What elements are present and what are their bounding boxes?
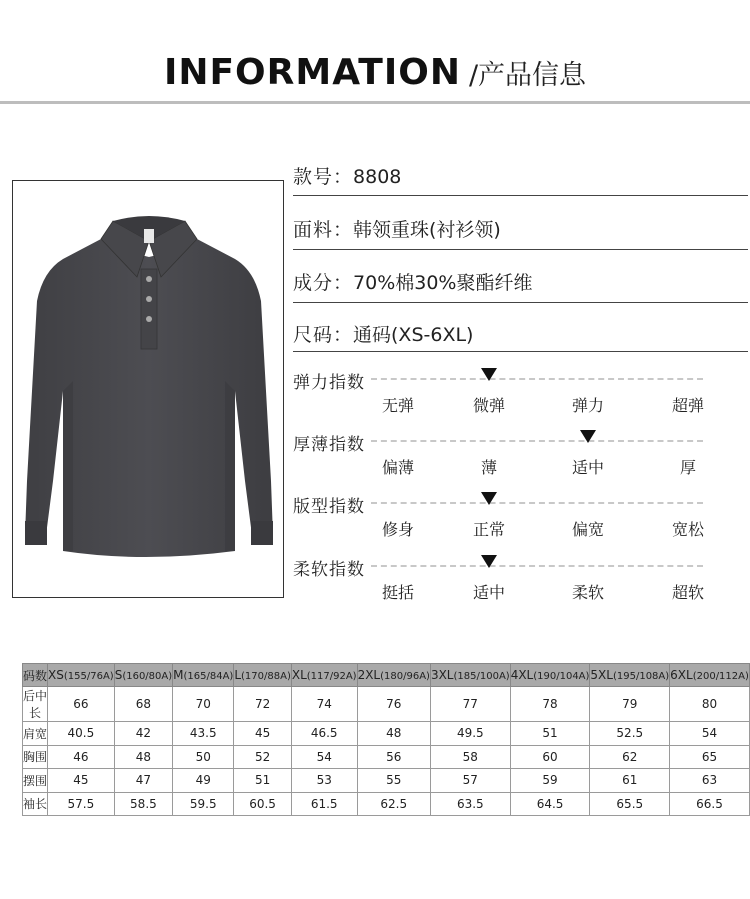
index-option: 偏宽 xyxy=(571,520,604,539)
measurement-value: 62.5 xyxy=(357,792,430,816)
measurement-value: 79 xyxy=(590,687,670,722)
measurement-value: 60 xyxy=(510,745,590,769)
table-row xyxy=(23,792,750,816)
measurement-label: 肩宽 xyxy=(23,722,48,746)
size-chart xyxy=(22,663,750,816)
size-header-cell: XL(117/92A) xyxy=(291,664,357,687)
index-label: 柔软指数 xyxy=(293,560,365,580)
measurement-value: 68 xyxy=(114,687,172,722)
size-header-cell: L(170/88A) xyxy=(234,664,292,687)
measurement-value: 60.5 xyxy=(234,792,292,816)
measurement-value: 63.5 xyxy=(430,792,510,816)
index-marker-icon xyxy=(481,368,497,381)
product-photo xyxy=(12,180,284,598)
index-option: 微弹 xyxy=(472,396,505,415)
spec-divider xyxy=(293,195,748,196)
measurement-value: 52 xyxy=(234,745,292,769)
page-header xyxy=(0,52,750,93)
measurement-value: 65.5 xyxy=(590,792,670,816)
index-option: 偏薄 xyxy=(381,458,414,477)
measurement-label: 摆围 xyxy=(23,769,48,793)
table-row xyxy=(23,722,750,746)
measurement-value: 45 xyxy=(48,769,115,793)
polo-shirt-icon xyxy=(13,181,284,598)
index-scale-line xyxy=(371,440,703,442)
index-scale-line xyxy=(371,565,703,567)
measurement-value: 43.5 xyxy=(173,722,234,746)
title-chinese: /产品信息 xyxy=(468,60,587,91)
spec-divider xyxy=(293,302,748,303)
measurement-value: 61 xyxy=(590,769,670,793)
measurement-value: 46.5 xyxy=(291,722,357,746)
measurement-value: 59.5 xyxy=(173,792,234,816)
measurement-value: 77 xyxy=(430,687,510,722)
spec-style-number: 款号：8808 xyxy=(293,166,402,188)
measurement-value: 42 xyxy=(114,722,172,746)
index-option: 适中 xyxy=(571,458,604,477)
measurement-value: 61.5 xyxy=(291,792,357,816)
measurement-value: 63 xyxy=(670,769,750,793)
spec-divider xyxy=(293,249,748,250)
header-divider xyxy=(0,101,750,104)
size-header-cell: 3XL(185/100A) xyxy=(430,664,510,687)
index-option: 宽松 xyxy=(671,520,704,539)
measurement-value: 40.5 xyxy=(48,722,115,746)
table-row xyxy=(23,687,750,722)
index-label: 版型指数 xyxy=(293,497,365,517)
measurement-value: 48 xyxy=(357,722,430,746)
size-header-cell: 2XL(180/96A) xyxy=(357,664,430,687)
size-header-cell: XS(155/76A) xyxy=(48,664,115,687)
measurement-value: 58 xyxy=(430,745,510,769)
index-option: 适中 xyxy=(472,583,505,602)
size-header-cell: 5XL(195/108A) xyxy=(590,664,670,687)
index-option: 柔软 xyxy=(571,583,604,602)
index-marker-icon xyxy=(481,555,497,568)
measurement-value: 45 xyxy=(234,722,292,746)
measurement-value: 54 xyxy=(291,745,357,769)
measurement-value: 59 xyxy=(510,769,590,793)
index-marker-icon xyxy=(481,492,497,505)
spec-composition: 成分：70%棉30%聚酯纤维 xyxy=(293,272,533,294)
size-header-cell: 4XL(190/104A) xyxy=(510,664,590,687)
index-scale-line xyxy=(371,378,703,380)
measurement-value: 62 xyxy=(590,745,670,769)
index-option: 无弹 xyxy=(381,396,414,415)
size-header-cell: 6XL(200/112A) xyxy=(670,664,750,687)
index-scale-line xyxy=(371,502,703,504)
measurement-value: 65 xyxy=(670,745,750,769)
measurement-value: 57.5 xyxy=(48,792,115,816)
index-option: 厚 xyxy=(679,458,696,477)
index-option: 修身 xyxy=(381,520,414,539)
measurement-value: 51 xyxy=(234,769,292,793)
measurement-value: 51 xyxy=(510,722,590,746)
measurement-value: 50 xyxy=(173,745,234,769)
measurement-value: 53 xyxy=(291,769,357,793)
index-option: 挺括 xyxy=(381,583,414,602)
measurement-value: 66.5 xyxy=(670,792,750,816)
measurement-value: 64.5 xyxy=(510,792,590,816)
index-option: 超弹 xyxy=(671,396,704,415)
measurement-label: 后中长 xyxy=(23,687,48,722)
size-header-cell: M(165/84A) xyxy=(173,664,234,687)
spec-divider xyxy=(293,351,748,352)
title-english: INFORMATION xyxy=(163,52,461,93)
measurement-value: 56 xyxy=(357,745,430,769)
index-label: 厚薄指数 xyxy=(293,435,365,455)
measurement-value: 57 xyxy=(430,769,510,793)
measurement-value: 48 xyxy=(114,745,172,769)
measurement-value: 74 xyxy=(291,687,357,722)
measurement-value: 49.5 xyxy=(430,722,510,746)
table-row xyxy=(23,745,750,769)
size-header-cell: S(160/80A) xyxy=(114,664,172,687)
index-option: 薄 xyxy=(480,458,497,477)
index-option: 正常 xyxy=(472,520,505,539)
measurement-value: 70 xyxy=(173,687,234,722)
index-marker-icon xyxy=(580,430,596,443)
measurement-value: 49 xyxy=(173,769,234,793)
index-option: 弹力 xyxy=(571,396,604,415)
measurement-value: 58.5 xyxy=(114,792,172,816)
index-label: 弹力指数 xyxy=(293,373,365,393)
measurement-value: 72 xyxy=(234,687,292,722)
index-option: 超软 xyxy=(671,583,704,602)
measurement-label: 袖长 xyxy=(23,792,48,816)
measurement-value: 46 xyxy=(48,745,115,769)
measurement-value: 78 xyxy=(510,687,590,722)
measurement-value: 66 xyxy=(48,687,115,722)
measurement-value: 76 xyxy=(357,687,430,722)
measurement-value: 80 xyxy=(670,687,750,722)
measurement-label: 胸围 xyxy=(23,745,48,769)
measurement-value: 47 xyxy=(114,769,172,793)
table-row xyxy=(23,769,750,793)
spec-size: 尺码：通码(XS-6XL) xyxy=(293,324,474,346)
measurement-value: 54 xyxy=(670,722,750,746)
measurement-value: 55 xyxy=(357,769,430,793)
size-corner-cell: 码数 xyxy=(23,664,48,687)
size-header-row xyxy=(23,664,750,687)
spec-fabric: 面料：韩领重珠(衬衫领) xyxy=(293,219,501,241)
measurement-value: 52.5 xyxy=(590,722,670,746)
